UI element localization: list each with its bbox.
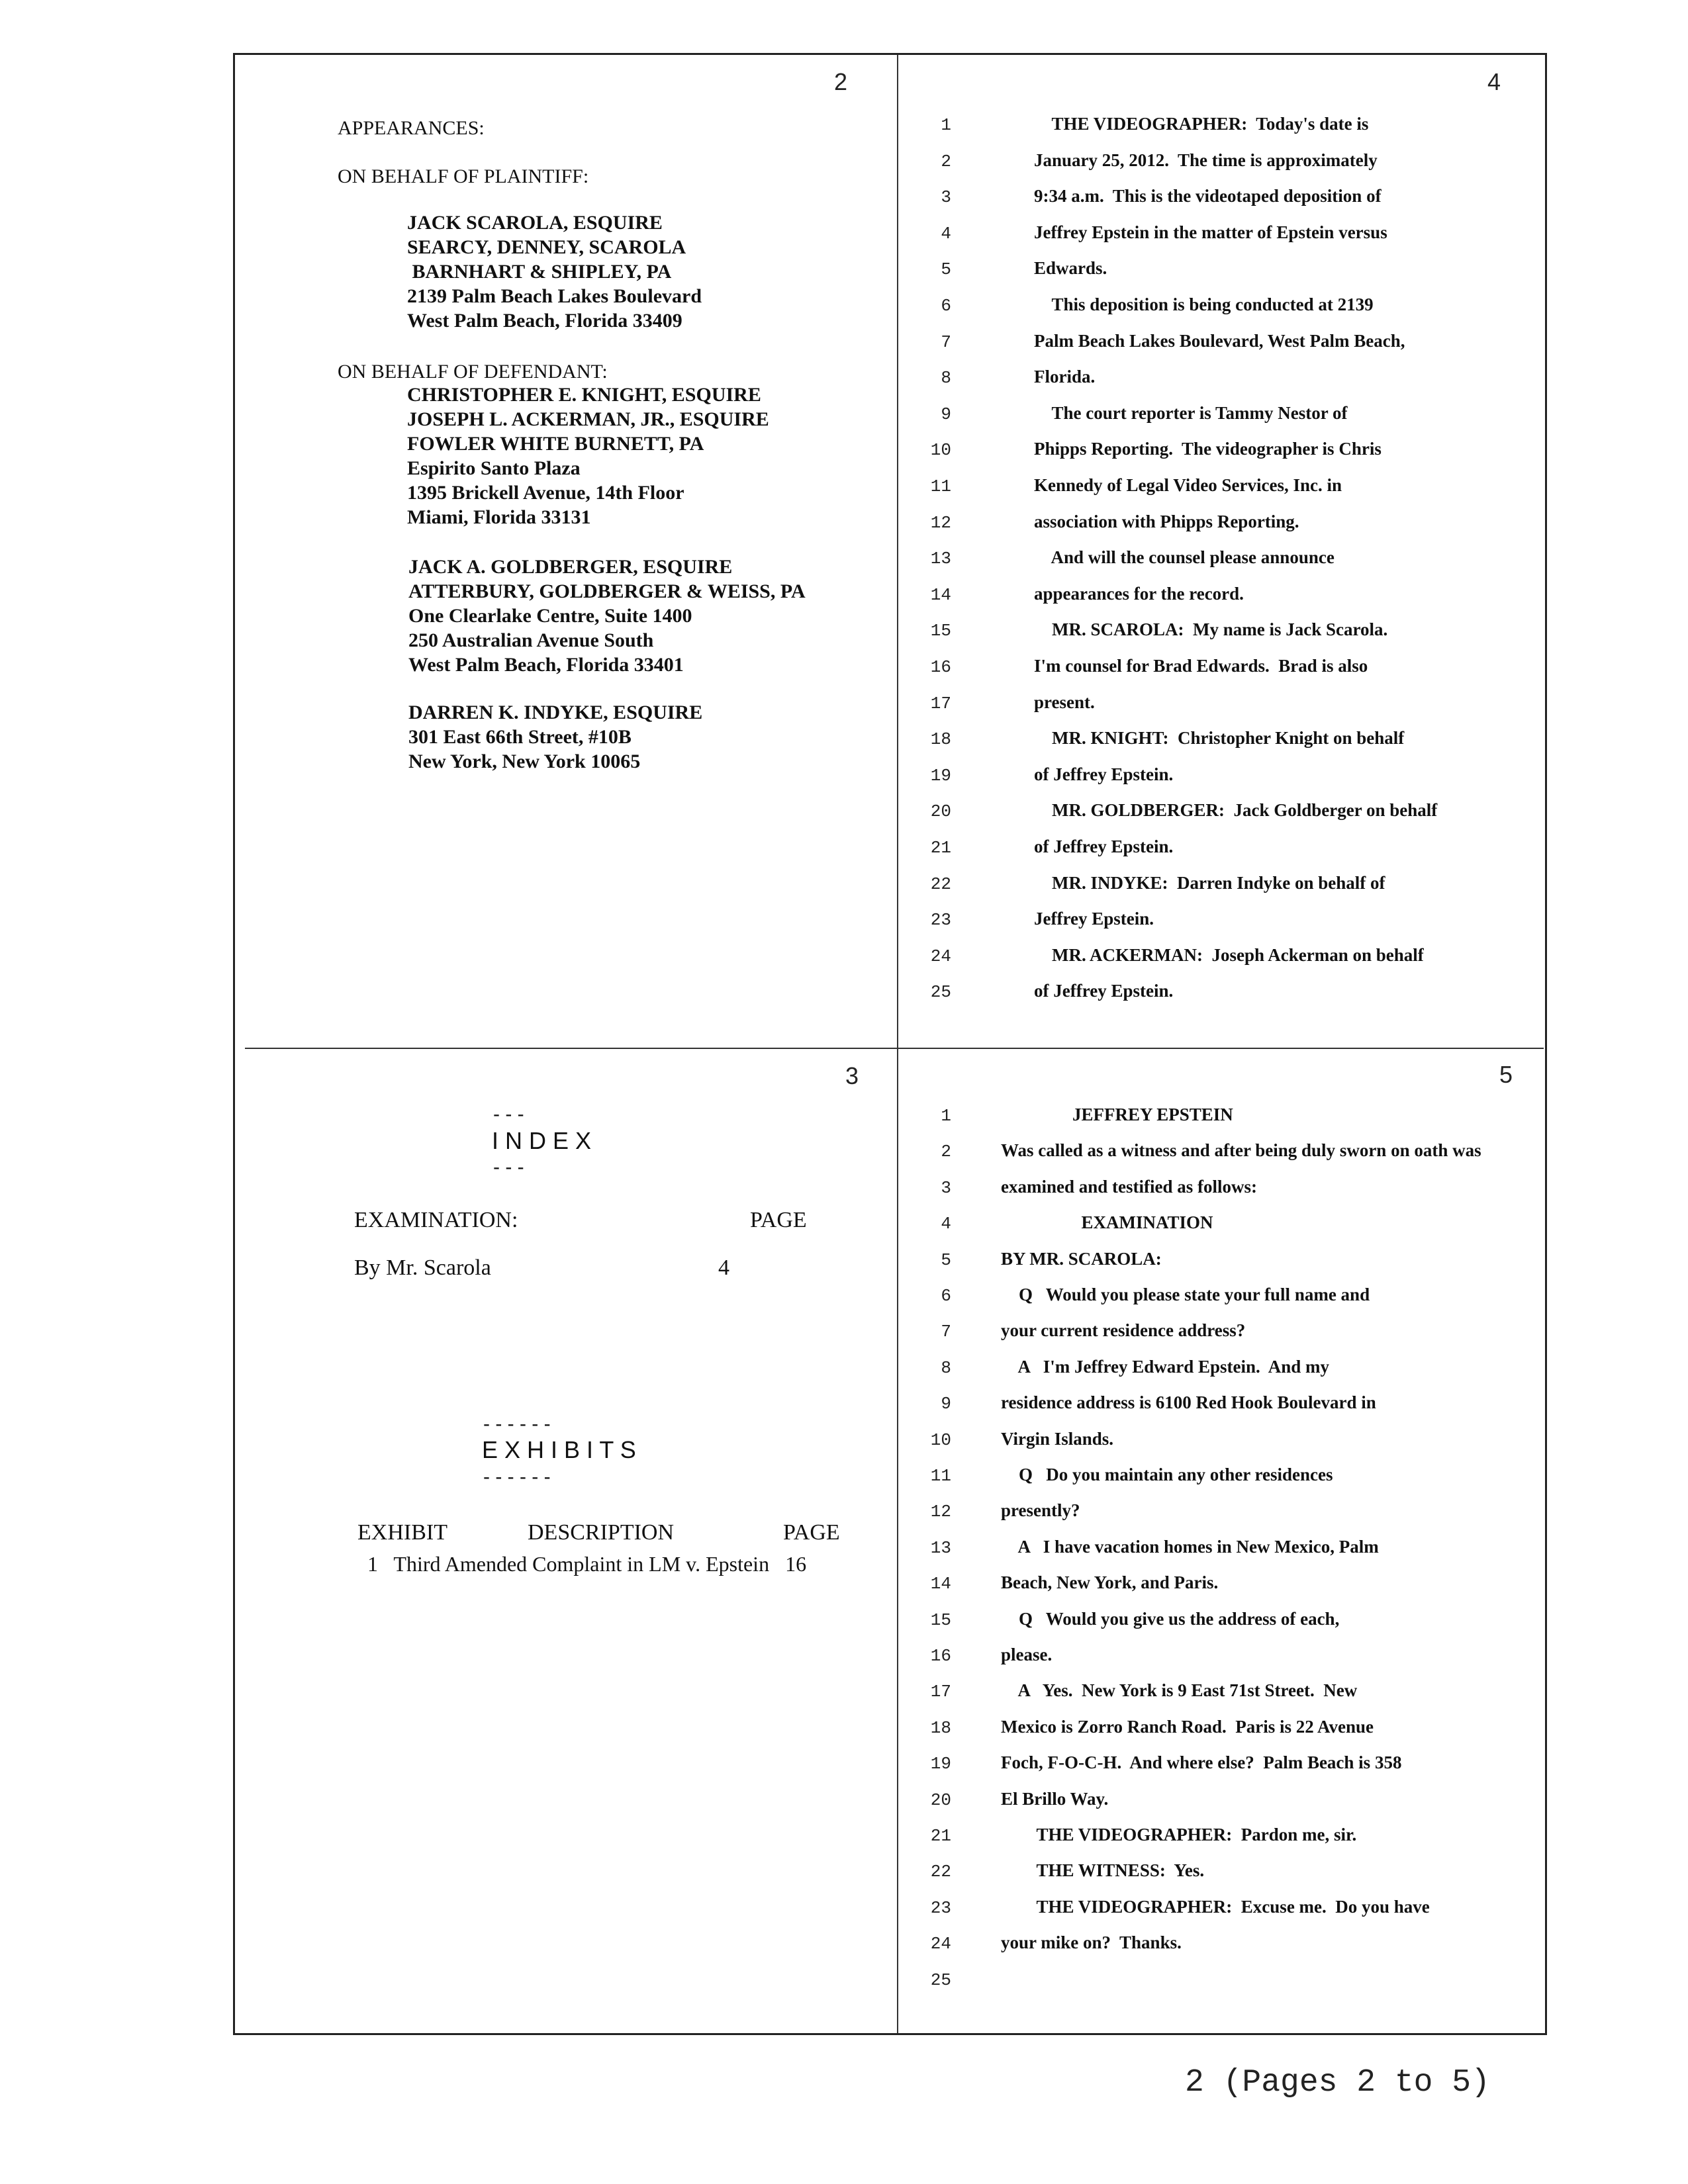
line-number: 15 (930, 621, 951, 641)
line-text: The court reporter is Tammy Nestor of (1034, 402, 1348, 423)
line-number: 8 (941, 368, 951, 388)
line-number: 1 (941, 1106, 951, 1126)
line-text: THE VIDEOGRAPHER: Excuse me. Do you have (1001, 1896, 1430, 1917)
line-number: 18 (930, 1717, 951, 1738)
line-number: 23 (930, 910, 951, 931)
line-number: 7 (941, 1322, 951, 1342)
transcript-line (898, 1786, 1547, 1822)
line-text: present. (1034, 692, 1095, 712)
counsel-line: SEARCY, DENNEY, SCAROLA (407, 236, 686, 258)
counsel-line: 301 East 66th Street, #10B (408, 726, 632, 748)
defendant-counsel-block-3 (408, 700, 702, 774)
transcript-line (898, 1714, 1547, 1750)
line-text: Phipps Reporting. The videographer is Chris (1034, 439, 1382, 459)
line-number: 14 (930, 1574, 951, 1594)
line-text: association with Phipps Reporting. (1034, 511, 1299, 531)
transcript-line (898, 978, 1547, 1014)
line-text: THE VIDEOGRAPHER: Today's date is (1034, 114, 1369, 134)
counsel-line: 250 Australian Avenue South (408, 629, 654, 651)
line-number: 3 (941, 1177, 951, 1198)
line-text: examined and testified as follows: (1001, 1176, 1257, 1197)
line-text: El Brillo Way. (1001, 1788, 1109, 1809)
line-text: Foch, F-O-C-H. And where else? Palm Beach is 358 (1001, 1752, 1402, 1773)
counsel-line: JOSEPH L. ACKERMAN, JR., ESQUIRE (407, 408, 769, 430)
page-2-appearances (235, 55, 897, 1048)
transcript-line (898, 834, 1547, 870)
transcript-line (898, 1498, 1547, 1533)
counsel-line: Miami, Florida 33131 (407, 506, 591, 528)
line-text: Kennedy of Legal Video Services, Inc. in (1034, 475, 1342, 495)
line-number: 6 (941, 296, 951, 316)
line-number: 20 (930, 801, 951, 822)
transcript-line (898, 1102, 1547, 1138)
defendant-heading: ON BEHALF OF DEFENDANT: (338, 361, 608, 383)
transcript-line (898, 1822, 1547, 1858)
transcript-line (898, 1606, 1547, 1642)
page-4-transcript (898, 55, 1547, 1048)
defendant-counsel-block-1 (407, 383, 769, 529)
transcript-line (898, 1930, 1547, 1966)
transcript-line (898, 1174, 1547, 1210)
transcript-line (898, 1246, 1547, 1282)
line-text: of Jeffrey Epstein. (1034, 764, 1174, 784)
line-text: Palm Beach Lakes Boulevard, West Palm Beach, (1034, 330, 1405, 351)
transcript-line (898, 1858, 1547, 1893)
line-number: 17 (930, 693, 951, 713)
line-number: 7 (941, 332, 951, 352)
line-number: 1 (941, 115, 951, 135)
line-number: 2 (941, 151, 951, 171)
counsel-line: DARREN K. INDYKE, ESQUIRE (408, 702, 703, 723)
transcript-line (898, 653, 1547, 689)
transcript-line (898, 1354, 1547, 1390)
line-text: EXAMINATION (1001, 1212, 1213, 1233)
transcript-line (898, 509, 1547, 545)
exhibit-row: 1 Third Amended Complaint in LM v. Epstein 16 (367, 1552, 807, 1576)
exhibit-column-label: EXHIBIT (357, 1520, 447, 1545)
line-text: Florida. (1034, 367, 1096, 387)
line-text: Was called as a witness and after being duly sworn on oath was (1001, 1140, 1481, 1161)
line-number: 9 (941, 1394, 951, 1414)
line-number: 23 (930, 1897, 951, 1918)
line-text: Virgin Islands. (1001, 1428, 1114, 1449)
transcript-line (898, 617, 1547, 653)
line-text: THE VIDEOGRAPHER: Pardon me, sir. (1001, 1825, 1357, 1844)
line-text: Jeffrey Epstein. (1034, 909, 1154, 929)
line-text: A Yes. New York is 9 East 71st Street. New (1001, 1680, 1358, 1701)
transcript-line (898, 906, 1547, 942)
counsel-line: ATTERBURY, GOLDBERGER & WEISS, PA (408, 580, 806, 602)
line-text: A I have vacation homes in New Mexico, Palm (1001, 1536, 1379, 1557)
page-number: 2 (834, 68, 848, 95)
transcript-line (898, 436, 1547, 472)
line-text: Q Would you please state your full name and (1001, 1285, 1370, 1304)
transcript-line (898, 400, 1547, 436)
line-number: 12 (930, 512, 951, 533)
line-number: 10 (930, 440, 951, 461)
counsel-line: FOWLER WHITE BURNETT, PA (407, 433, 704, 455)
defendant-counsel-block-2 (408, 555, 806, 677)
transcript-line (898, 1426, 1547, 1462)
line-number: 24 (930, 946, 951, 966)
page-number: 4 (1487, 68, 1501, 95)
line-number: 18 (930, 729, 951, 750)
counsel-line: 2139 Palm Beach Lakes Boulevard (407, 285, 702, 307)
line-text: Jeffrey Epstein in the matter of Epstein versus (1034, 222, 1387, 242)
line-text: JEFFREY EPSTEIN (1001, 1105, 1233, 1124)
transcript-line (898, 725, 1547, 761)
line-number: 11 (930, 1466, 951, 1486)
examination-by: By Mr. Scarola (354, 1255, 491, 1280)
line-text: Edwards. (1034, 258, 1107, 279)
transcript-line (898, 762, 1547, 797)
transcript-line (898, 545, 1547, 580)
transcript-line (898, 581, 1547, 617)
description-column-label: DESCRIPTION (528, 1520, 675, 1545)
transcript-line (898, 1138, 1547, 1173)
line-text: I'm counsel for Brad Edwards. Brad is also (1034, 656, 1368, 676)
line-number: 11 (930, 477, 951, 496)
transcript-line (898, 328, 1547, 364)
plaintiff-counsel-block (407, 210, 702, 333)
line-text: Q Do you maintain any other residences (1001, 1465, 1333, 1484)
line-text: residence address is 6100 Red Hook Boulevard in (1001, 1392, 1376, 1413)
line-number: 24 (930, 1934, 951, 1954)
line-text: your mike on? Thanks. (1001, 1933, 1182, 1953)
line-number: 2 (941, 1142, 951, 1162)
line-number: 20 (930, 1790, 951, 1810)
line-text: This deposition is being conducted at 2139 (1034, 295, 1374, 314)
transcript-line (898, 183, 1547, 219)
transcript-line (898, 870, 1547, 906)
line-number: 21 (930, 1826, 951, 1846)
line-text: January 25, 2012. The time is approximately (1034, 150, 1378, 170)
line-text: Beach, New York, and Paris. (1001, 1572, 1219, 1593)
exhibits-dashes-bottom: - - - - - - (483, 1466, 551, 1488)
line-number: 25 (930, 1970, 951, 1990)
line-text: And will the counsel please announce (1034, 547, 1335, 568)
line-text: of Jeffrey Epstein. (1034, 837, 1174, 856)
transcript-line (898, 1390, 1547, 1426)
line-number: 9 (941, 404, 951, 424)
page-5-transcript (898, 1049, 1547, 2035)
line-text: MR. SCAROLA: My name is Jack Scarola. (1034, 619, 1388, 640)
transcript-line (898, 1462, 1547, 1498)
page-range-footer: 2 (Pages 2 to 5) (1185, 2065, 1490, 2101)
transcript-line (898, 364, 1547, 400)
transcript-line (898, 1642, 1547, 1678)
line-text: MR. ACKERMAN: Joseph Ackerman on behalf (1034, 944, 1424, 965)
transcript-line (898, 1534, 1547, 1570)
transcript-line (898, 292, 1547, 328)
counsel-line: JACK A. GOLDBERGER, ESQUIRE (408, 556, 733, 578)
line-text: presently? (1001, 1500, 1080, 1521)
line-number: 19 (930, 1754, 951, 1774)
page-3-index (235, 1049, 897, 2035)
counsel-line: One Clearlake Centre, Suite 1400 (408, 605, 692, 627)
transcript-sheet (233, 53, 1547, 2035)
line-number: 16 (930, 657, 951, 677)
line-number: 15 (930, 1610, 951, 1630)
counsel-line: BARNHART & SHIPLEY, PA (407, 261, 672, 283)
line-text: MR. KNIGHT: Christopher Knight on behalf (1034, 728, 1405, 749)
line-text: Mexico is Zorro Ranch Road. Paris is 22 Avenue (1001, 1716, 1374, 1737)
exhibits-title: E X H I B I T S (482, 1436, 636, 1463)
transcript-line (898, 220, 1547, 255)
line-number: 10 (930, 1430, 951, 1450)
exhibit-page-column-label: PAGE (783, 1520, 840, 1545)
examination-page: 4 (718, 1255, 729, 1280)
line-number: 17 (930, 1682, 951, 1702)
line-text: please. (1001, 1645, 1053, 1664)
transcript-line (898, 1570, 1547, 1606)
line-number: 5 (941, 259, 951, 280)
transcript-line (898, 473, 1547, 508)
line-text: BY MR. SCAROLA: (1001, 1248, 1162, 1269)
page-column-label: PAGE (750, 1208, 807, 1232)
counsel-line: West Palm Beach, Florida 33409 (407, 310, 682, 332)
transcript-line (898, 255, 1547, 291)
index-dashes-bottom: - - - (493, 1156, 524, 1178)
transcript-line (898, 148, 1547, 183)
line-text: A I'm Jeffrey Edward Epstein. And my (1001, 1356, 1330, 1377)
transcript-line (898, 111, 1547, 147)
line-number: 3 (941, 187, 951, 208)
counsel-line: West Palm Beach, Florida 33401 (408, 654, 684, 676)
line-text: MR. GOLDBERGER: Jack Goldberger on behalf (1034, 800, 1438, 821)
transcript-line (898, 1894, 1547, 1930)
line-number: 8 (941, 1357, 951, 1378)
transcript-line (898, 942, 1547, 978)
page-number: 3 (845, 1062, 859, 1089)
counsel-line: New York, New York 10065 (408, 751, 641, 772)
transcript-line (898, 1966, 1547, 2002)
line-text: 9:34 a.m. This is the videotaped deposition of (1034, 186, 1382, 206)
line-number: 16 (930, 1646, 951, 1666)
transcript-line (898, 1318, 1547, 1353)
line-number: 22 (930, 874, 951, 894)
line-number: 13 (930, 549, 951, 569)
line-text: your current residence address? (1001, 1320, 1246, 1341)
transcript-line (898, 1282, 1547, 1318)
line-text: Q Would you give us the address of each, (1001, 1608, 1340, 1629)
transcript-line (898, 797, 1547, 833)
line-number: 5 (941, 1250, 951, 1270)
line-text: MR. INDYKE: Darren Indyke on behalf of (1034, 872, 1385, 893)
line-number: 22 (930, 1862, 951, 1882)
line-number: 6 (941, 1286, 951, 1306)
transcript-line (898, 1678, 1547, 1713)
examination-label: EXAMINATION: (354, 1208, 518, 1232)
line-number: 21 (930, 838, 951, 858)
line-text: of Jeffrey Epstein. (1034, 981, 1174, 1001)
counsel-line: 1395 Brickell Avenue, 14th Floor (407, 482, 684, 504)
line-text: appearances for the record. (1034, 583, 1244, 604)
page-number: 5 (1499, 1061, 1513, 1088)
transcript-line (898, 1210, 1547, 1246)
appearances-heading: APPEARANCES: (338, 117, 485, 139)
counsel-line: Espirito Santo Plaza (407, 457, 581, 479)
counsel-line: JACK SCAROLA, ESQUIRE (407, 212, 663, 234)
transcript-line (898, 690, 1547, 725)
counsel-line: CHRISTOPHER E. KNIGHT, ESQUIRE (407, 384, 761, 406)
line-number: 19 (930, 765, 951, 786)
index-title: I N D E X (492, 1127, 592, 1154)
exhibits-dashes-top: - - - - - - (483, 1413, 551, 1435)
line-number: 14 (930, 584, 951, 605)
transcript-line (898, 1750, 1547, 1786)
line-text: THE WITNESS: Yes. (1001, 1860, 1205, 1881)
index-dashes-top: - - - (493, 1103, 524, 1125)
line-number: 13 (930, 1537, 951, 1558)
line-number: 25 (930, 982, 951, 1003)
line-number: 4 (941, 223, 951, 244)
line-number: 4 (941, 1214, 951, 1234)
line-number: 12 (930, 1502, 951, 1522)
plaintiff-heading: ON BEHALF OF PLAINTIFF: (338, 165, 589, 187)
